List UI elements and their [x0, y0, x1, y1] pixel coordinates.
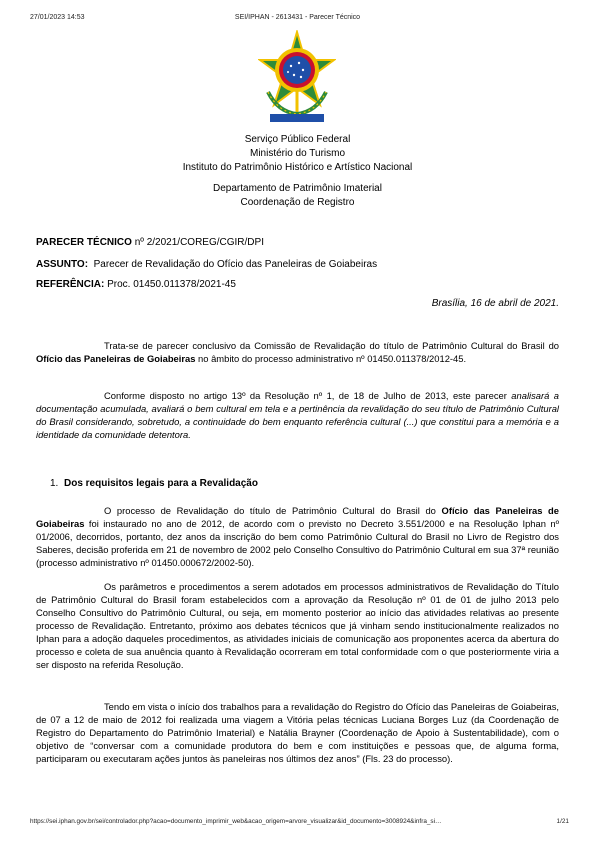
- paragraph-2-text: Conforme disposto no artigo 13º da Resolução nº 1, de 18 de Julho de 2013, este parecer: [104, 390, 512, 401]
- parecer-value: nº 2/2021/COREG/CGIR/DPI: [131, 237, 264, 248]
- section-number: 1.: [50, 478, 59, 489]
- print-title: SEI/IPHAN - 2613431 - Parecer Técnico: [234, 14, 361, 21]
- parecer-field: [36, 237, 264, 248]
- assunto-field: [36, 259, 377, 270]
- brazil-coat-of-arms-icon: [258, 30, 336, 126]
- document-date: Brasília, 16 de abril de 2021.: [431, 298, 559, 309]
- section-title: Dos requisitos legais para a Revalidação: [64, 478, 258, 489]
- print-datetime: 27/01/2023 14:53: [30, 14, 85, 21]
- referencia-field: [36, 279, 236, 290]
- coordination-line: Coordenação de Registro: [240, 197, 355, 208]
- paragraph-3: [36, 504, 559, 569]
- institution-line-2: Ministério do Turismo: [249, 148, 346, 159]
- paragraph-3-text-a: O processo de Revalidação do título de Patrimônio Cultural do Brasil do: [104, 505, 442, 516]
- section-heading: [50, 478, 258, 489]
- paragraph-4: Os parâmetros e procedimentos a serem adotados em processos administrativos de Revalidação do Título de Patrimônio Cultural do Brasil foram estabelecidos com a aprovação da Resolução nº 01 de 01 de julho 2013 pelo Conselho Consultivo do Patrimônio Cultural, ou seja, em momento posterior ao início das atividades relativas ao presente processo de Revalidação. Entretanto, próximo aos debates técnicos que já vinham sendo institucionalmente realizados no Iphan para a adoção daqueles procedimentos, as atividades iniciais de comunicação aos proponentes acerca da abertura do processo e coleta de sua anuência quanto à Revalidação ocorreram em total conformidade com o que posteriormente viria a ser disposto na referida Resolução.: [36, 581, 559, 670]
- referencia-value: Proc. 01450.011378/2021-45: [104, 279, 236, 290]
- assunto-value: Parecer de Revalidação do Ofício das Paneleiras de Goiabeiras: [88, 259, 378, 270]
- paragraph-3-text-b: foi instaurado no ano de 2012, de acordo com o previsto no Decreto 3.551/2000 e na Resolução Iphan nº 01/2006, decorridos, portanto, dez anos da inscrição do bem como Patrimônio Cultural do Brasil no Livro de Registro dos Saberes, decisão proferida em 21 de novembro de 2002 pelo Conselho Consultivo do Patrimônio Cultural em sua 37ª reunião (processo administrativo nº 01450.000672/2002-50).: [36, 518, 559, 568]
- paragraph-1-text-b: no âmbito do processo administrativo nº 01450.011378/2012-45.: [195, 353, 467, 364]
- paragraph-1-text-a: Trata-se de parecer conclusivo da Comissão de Revalidação do título de Patrimônio Cultural do Brasil do: [104, 340, 559, 351]
- paragraph-1: [36, 339, 559, 365]
- paragraph-2-italic: analisará a documentação acumulada, avaliará o bem cultural em tela e a pertinência da revalidação do seu título de Patrimônio Cultural do Brasil considerando, sobretudo, a continuidade do bem enquanto referência cultural (...) que constitui para a memória e a identidade da comunidade detentora.: [36, 390, 559, 440]
- department-line: Departamento de Patrimônio Imaterial: [213, 183, 382, 194]
- paragraph-2: [36, 389, 559, 441]
- print-footer-url: https://sei.iphan.gov.br/sei/controlador.php?acao=documento_imprimir_web&acao_origem=arvore_visualizar&id_documento=3008924&infra_si…: [30, 818, 442, 825]
- institution-line-3: Instituto do Patrimônio Histórico e Artístico Nacional: [182, 162, 413, 173]
- referencia-label: REFERÊNCIA:: [36, 279, 105, 290]
- paragraph-5: Tendo em vista o início dos trabalhos para a revalidação do Registro do Ofício das Paneleiras de Goiabeiras, de 07 a 12 de maio de 2012 foi realizada uma viagem a Vitória pelas técnicas Luciana Borges Luz (da Coordenação de Registro do Departamento do Patrimônio Imaterial) e Natália Brayner (Coordenação de Apoio à Sustentabilidade), com o objetivo de “conversar com a comunidade produtora do bem e com instituições e pessoas que, de alguma forma, participaram ou executaram ações juntos às paneleiras nos últimos dez anos” (Fls. 23 do processo).: [36, 701, 559, 764]
- parecer-label: PARECER TÉCNICO: [36, 237, 132, 248]
- paragraph-1-bold: Ofício das Paneleiras de Goiabeiras: [36, 353, 196, 364]
- paragraph-3-bold: Ofício das Paneleiras de Goiabeiras: [36, 505, 559, 529]
- assunto-label: ASSUNTO:: [36, 259, 89, 270]
- print-page-number: 1/21: [556, 818, 569, 825]
- institution-line-1: Serviço Público Federal: [244, 134, 351, 145]
